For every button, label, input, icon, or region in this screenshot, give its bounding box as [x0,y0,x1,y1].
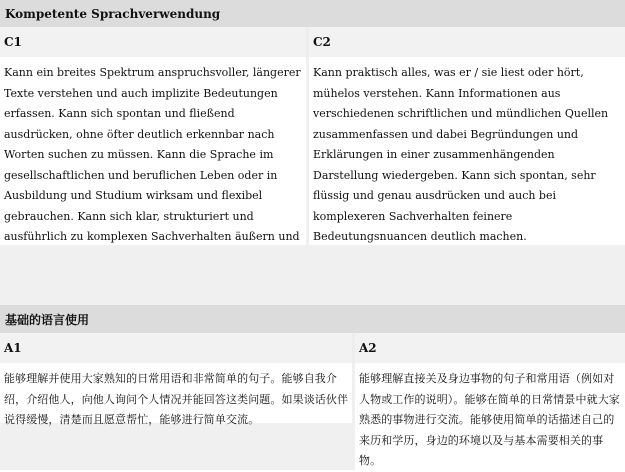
section-title-text: 基础的语言使用 [5,312,90,327]
level-description-a2: 能够理解直接关及身边事物的句子和常用语（例如对人物或工作的说明）。能够在简单的日常情景中就大家熟悉的事物进行交流。能够使用简单的话描述自己的来历和学历，身边的环境以及与基本需要相关的事物。 [355,363,625,470]
level-description-c1: Kann ein breites Spektrum anspruchsvoller, längerer Texte verstehen und auch implizite Bedeutungen erfassen. Kann sich spontan und fließend ausdrücken, ohne öfter deutlich erkennbar nach Worten suchen zu müssen. Kann die Sprache im gesellschaftlichen und beruflichen Leben oder in Ausbildung und Studium wirksam und flexibel gebrauchen. Kann sich klar, strukturiert und ausführlich zu komplexen Sachverhalten äußern und [0,57,306,245]
level-label-a2: A2 [355,333,625,363]
level-description-c2: Kann praktisch alles, was er / sie liest oder hört, mühelos verstehen. Kann Informationen aus verschiedenen schriftlichen und mündlichen Quellen zusammenfassen und dabei Begründungen und Erklärungen in einer zusammenhängenden Darstellung wiedergeben. Kann sich spontan, sehr flüssig und genau ausdrücken und auch bei komplexeren Sachverhalten feinere Bedeutungsnuancen deutlich machen. [309,57,625,245]
level-header-row [0,333,625,363]
section-title-competent [0,0,625,27]
level-label-c1: C1 [0,27,306,57]
level-description-row [0,57,625,245]
level-description-row [0,363,625,470]
section-title-text: Kompetente Sprachverwendung [5,6,221,21]
level-label-c2: C2 [309,27,625,57]
section-title-basic [0,305,625,333]
level-label-a1: A1 [0,333,352,363]
section-spacer [0,245,625,305]
level-header-row [0,27,625,57]
level-description-a1: 能够理解并使用大家熟知的日常用语和非常简单的句子。能够自我介绍，介绍他人，向他人询问个人情况并能回答这类问题。如果谈话伙伴说得缓慢，清楚而且愿意帮忙，能够进行简单交流。 [0,363,352,423]
